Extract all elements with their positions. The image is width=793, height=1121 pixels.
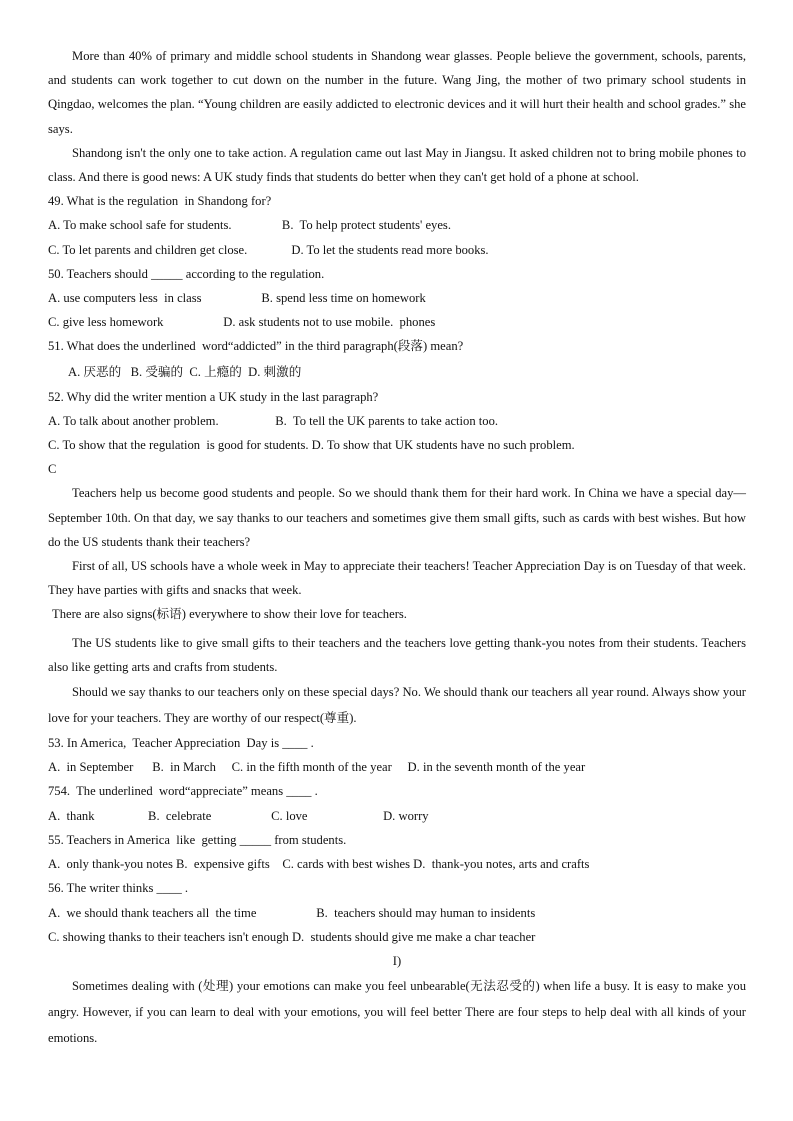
question-stem: 49. What is the regulation in Shandong for? <box>48 194 272 209</box>
question-options: A. we should thank teachers all the time B. teachers should may human to insidents <box>48 905 536 920</box>
question-54 <box>48 779 746 827</box>
question-options: A. thank B. celebrate C. love D. worry <box>48 808 429 823</box>
question-49 <box>48 189 746 262</box>
question-options: C. showing thanks to their teachers isn't enough D. students should give me make a char teacher <box>48 929 536 944</box>
question-options: A. 厌恶的 B. 受骗的 C. 上瘾的 D. 刺激的 <box>68 364 302 379</box>
question-stem: 50. Teachers should _____ according to the regulation. <box>48 266 325 281</box>
question-stem: 53. In America, Teacher Appreciation Day is ____ . <box>48 736 314 751</box>
question-options: C. To show that the regulation is good for students. D. To show that UK students have no such problem. <box>48 438 575 453</box>
question-options: C. To let parents and children get close. D. To let the students read more books. <box>48 242 489 257</box>
question-options: C. give less homework D. ask students not to use mobile. phones <box>48 315 436 330</box>
question-55 <box>48 828 746 876</box>
question-stem: 754. The underlined word“appreciate” means ____ . <box>48 784 318 799</box>
question-options: A. use computers less in class B. spend less time on homework <box>48 291 426 306</box>
passage-c-paragraph-2: First of all, US schools have a whole week in May to appreciate their teachers! Teacher Appreciation Day is on Tuesday of that week. They have parties with gifts and snacks that week. <box>48 559 746 598</box>
question-50 <box>48 262 746 335</box>
passage-c-paragraph-3: There are also signs(标语) everywhere to show their love for teachers. <box>52 607 407 622</box>
question-stem: 55. Teachers in America like getting _____ from students. <box>48 832 347 847</box>
question-stem: 51. What does the underlined word“addicted” in the third paragraph(段落) mean? <box>48 339 464 354</box>
question-options: A. To talk about another problem. B. To tell the UK parents to take action too. <box>48 413 499 428</box>
question-53 <box>48 731 746 779</box>
passage-b-paragraph-1: More than 40% of primary and middle school students in Shandong wear glasses. People believe the government, schools, parents, and students can work together to cut down on the number in the future. Wang Jing, the mother of two primary school students in Qingdao, welcomes the plan. “Young children are easily addicted to electronic devices and it will hurt their health and school grades.” she says. <box>48 49 746 136</box>
question-options: A. To make school safe for students. B. To help protect students' eyes. <box>48 218 451 233</box>
passage-c-paragraph-4: The US students like to give small gifts to their teachers and the teachers love getting thank-you notes from their students. Teachers also like getting arts and crafts from students. <box>48 635 746 674</box>
passage-d-paragraph-1: Sometimes dealing with (处理) your emotions can make you feel unbearable(无法忍受的) when life a busy. It is easy to make you angry. However, if you can learn to deal with your emotions, you will feel better There are four steps to help deal with all kinds of your emotions. <box>48 979 746 1046</box>
section-label-c: C <box>48 462 57 477</box>
question-52 <box>48 385 746 458</box>
question-56 <box>48 876 746 949</box>
question-options: A. only thank-you notes B. expensive gifts C. cards with best wishes D. thank-you notes, arts and crafts <box>48 857 590 872</box>
question-51 <box>48 334 746 384</box>
question-options: A. in September B. in March C. in the fifth month of the year D. in the seventh month of the year <box>48 760 586 775</box>
passage-c-paragraph-1: Teachers help us become good students and people. So we should thank them for their hard work. In China we have a special day— September 10th. On that day, we say thanks to our teachers and sometimes give them small gifts, such as cards with best wishes. But how do the US students thank their teachers? <box>48 486 746 549</box>
section-label-d: I) <box>392 953 402 968</box>
question-stem: 56. The writer thinks ____ . <box>48 881 189 896</box>
passage-c-paragraph-5: Should we say thanks to our teachers only on these special days? No. We should thank our teachers all year round. Always show your love for your teachers. They are worthy of our respect(尊重). <box>48 685 746 726</box>
passage-b-paragraph-2: Shandong isn't the only one to take action. A regulation came out last May in Jiangsu. It asked children not to bring mobile phones to class. And there is good news: A UK study finds that students do better when they can't get hold of a phone at school. <box>48 145 746 185</box>
document-page <box>48 44 746 1051</box>
question-stem: 52. Why did the writer mention a UK study in the last paragraph? <box>48 389 379 404</box>
